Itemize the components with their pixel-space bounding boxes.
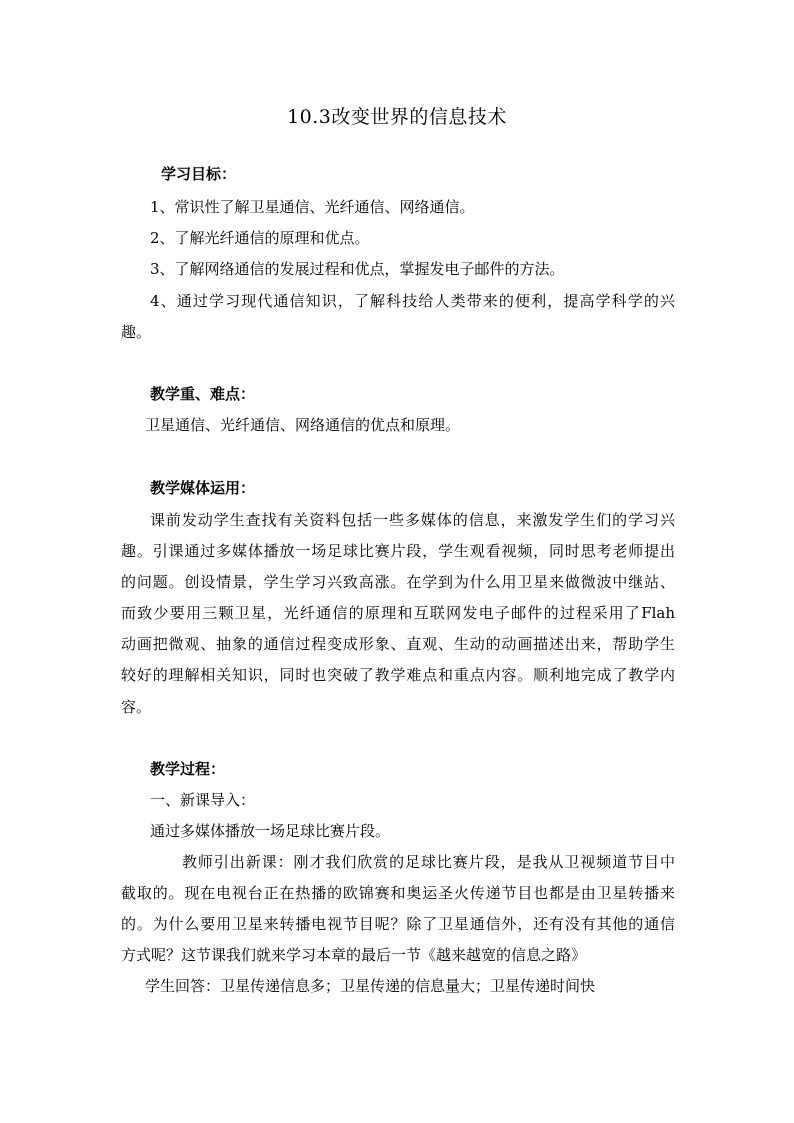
objective-item-1: 1、常识性了解卫星通信、光纤通信、网络通信。 xyxy=(150,198,475,216)
teacher-line-3: 的。为什么要用卫星来转播电视节目呢？除了卫星通信外，还有没有其他的通信 xyxy=(121,915,675,933)
objectives-heading: 学习目标： xyxy=(161,165,237,183)
student-answer: 学生回答：卫星传递信息多；卫星传递的信息量大；卫星传递时间快 xyxy=(145,977,596,995)
teacher-line-2: 截取的。现在电视台正在热播的欧锦赛和奥运圣火传递节目也都是由卫星转播来 xyxy=(121,884,675,902)
objective-item-3: 3、了解网络通信的发展过程和优点，掌握发电子邮件的方法。 xyxy=(150,260,565,278)
objective-item-4: 4、通过学习现代通信知识，了解科技给人类带来的便利，提高学科学的兴 xyxy=(150,292,675,310)
document-title: 10.3改变世界的信息技术 xyxy=(287,106,507,128)
process-intro: 通过多媒体播放一场足球比赛片段。 xyxy=(150,822,391,840)
objective-item-4-cont: 趣。 xyxy=(121,323,152,341)
objective-item-2: 2、了解光纤通信的原理和优点。 xyxy=(150,229,370,247)
media-heading: 教学媒体运用： xyxy=(150,479,256,497)
media-line-2: 趣。引课通过多媒体播放一场足球比赛片段，学生观看视频，同时思考老师提出 xyxy=(121,542,675,560)
key-points-heading: 教学重、难点： xyxy=(150,385,256,403)
media-line-6: 较好的理解相关知识，同时也突破了教学难点和重点内容。顺利地完成了教学内 xyxy=(121,666,675,684)
process-section-1: 一、新课导入： xyxy=(150,791,256,809)
media-line-1: 课前发动学生查找有关资料包括一些多媒体的信息，来激发学生们的学习兴 xyxy=(150,511,675,529)
media-line-3: 的问题。创设情景，学生学习兴致高涨。在学到为什么用卫星来做微波中继站、 xyxy=(121,573,675,591)
teacher-line-4: 方式呢？这节课我们就来学习本章的最后一节《越来越宽的信息之路》 xyxy=(121,946,587,964)
media-line-5: 动画把微观、抽象的通信过程变成形象、直观、生动的动画描述出来，帮助学生 xyxy=(121,635,675,653)
media-line-4: 而致少要用三颗卫星，光纤通信的原理和互联网发电子邮件的过程采用了Flah xyxy=(121,604,675,622)
process-heading: 教学过程： xyxy=(150,760,226,778)
media-line-7: 容。 xyxy=(121,698,152,716)
teacher-line-1: 教师引出新课：刚才我们欣赏的足球比赛片段，是我从卫视频道节目中 xyxy=(182,853,675,871)
key-points-text: 卫星通信、光纤通信、网络通信的优点和原理。 xyxy=(145,416,461,434)
